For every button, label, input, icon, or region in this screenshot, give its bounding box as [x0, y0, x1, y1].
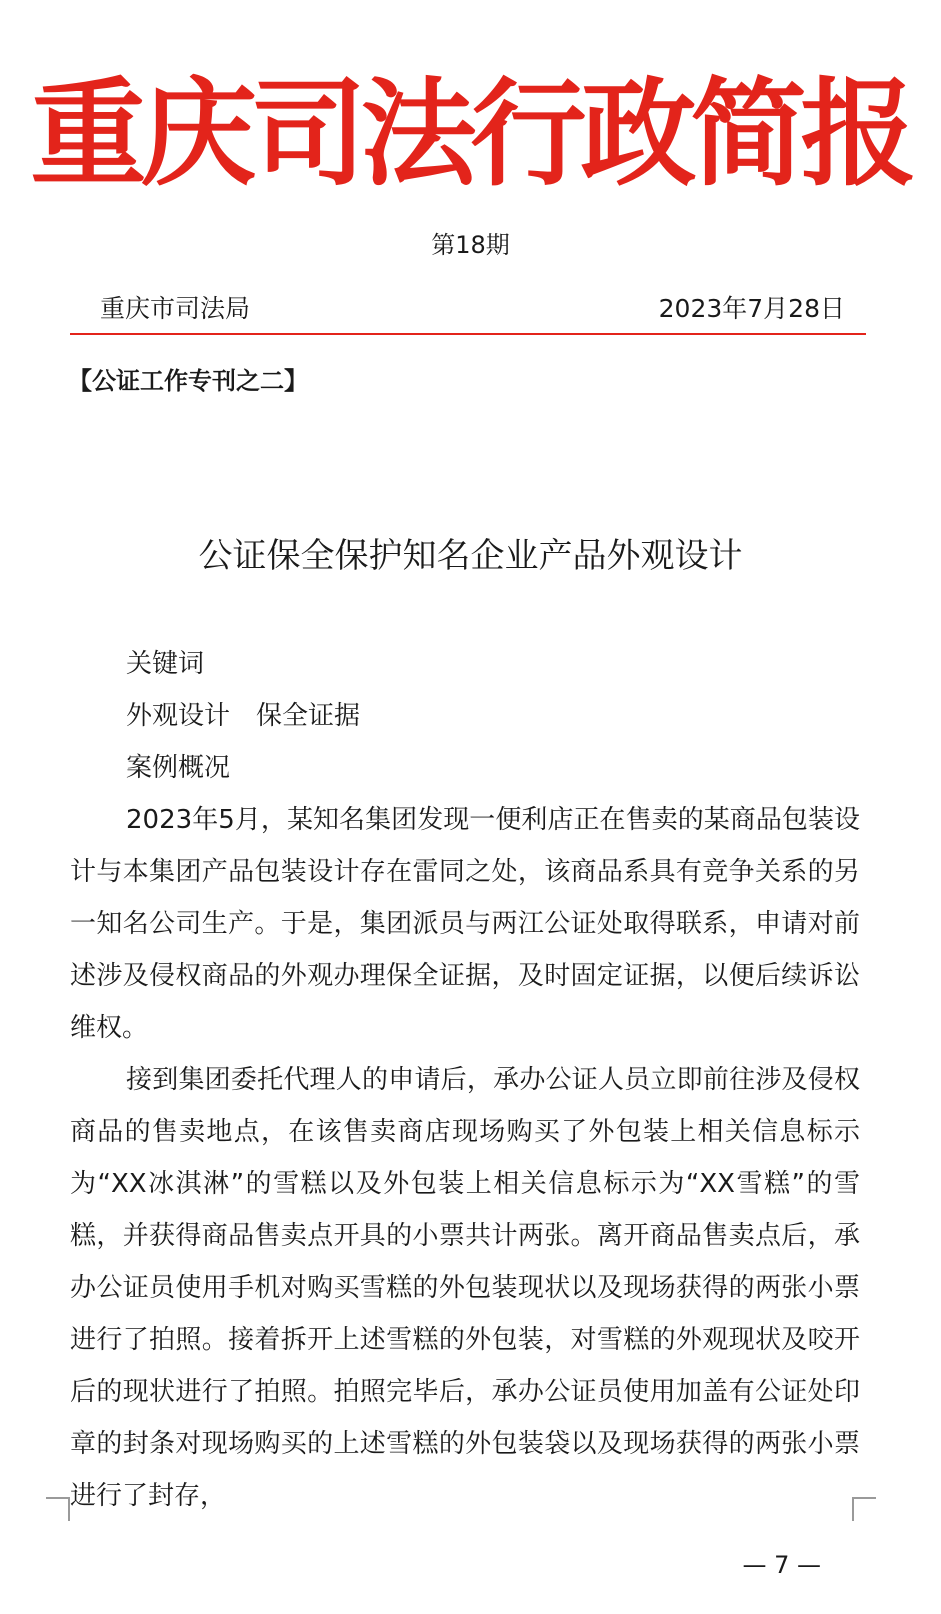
overview-label: 案例概况: [126, 753, 231, 783]
article-paragraph-1: 2023年5月，某知名集团发现一便利店正在售卖的某商品包装设计与本集团产品包装设计存在雷同之处，该商品系具有竞争关系的另一知名公司生产。于是，集团派员与两江公证处取得联系，申请对前述涉及侵权商品的外观办理保全证据，及时固定证据，以便后续诉讼维权。: [70, 805, 860, 1043]
publisher: 重庆市司法局: [100, 294, 251, 323]
crop-mark-right: [852, 1497, 876, 1521]
masthead-title: 重庆司法行政简报: [30, 67, 911, 202]
article-paragraph-2: 接到集团委托代理人的申请后，承办公证人员立即前往涉及侵权商品的售卖地点，在该售卖商店现场购买了外包装上相关信息标示为“XX冰淇淋”的雪糕以及外包装上相关信息标示为“XX雪糕”的雪糕，并获得商品售卖点开具的小票共计两张。离开商品售卖点后，承办公证员使用手机对购买雪糕的外包装现状以及现场获得的两张小票进行了拍照。接着拆开上述雪糕的外包装，对雪糕的外观现状及咬开后的现状进行了拍照。拍照完毕后，承办公证员使用加盖有公证处印章的封条对现场购买的上述雪糕的外包装袋以及现场获得的两张小票进行了封存，: [70, 1065, 860, 1511]
publish-date: 2023年7月28日: [658, 294, 845, 323]
keywords-label: 关键词: [126, 649, 205, 679]
article-headline: 公证保全保护知名企业产品外观设计: [198, 536, 743, 576]
issue-number: 第18期: [431, 231, 510, 259]
keywords-value: 外观设计 保全证据: [126, 701, 361, 731]
page-number: — 7 —: [742, 1551, 821, 1579]
column-label: 【公证工作专刊之二】: [68, 367, 308, 395]
crop-mark-left: [46, 1497, 70, 1521]
masthead-divider: [70, 333, 866, 335]
